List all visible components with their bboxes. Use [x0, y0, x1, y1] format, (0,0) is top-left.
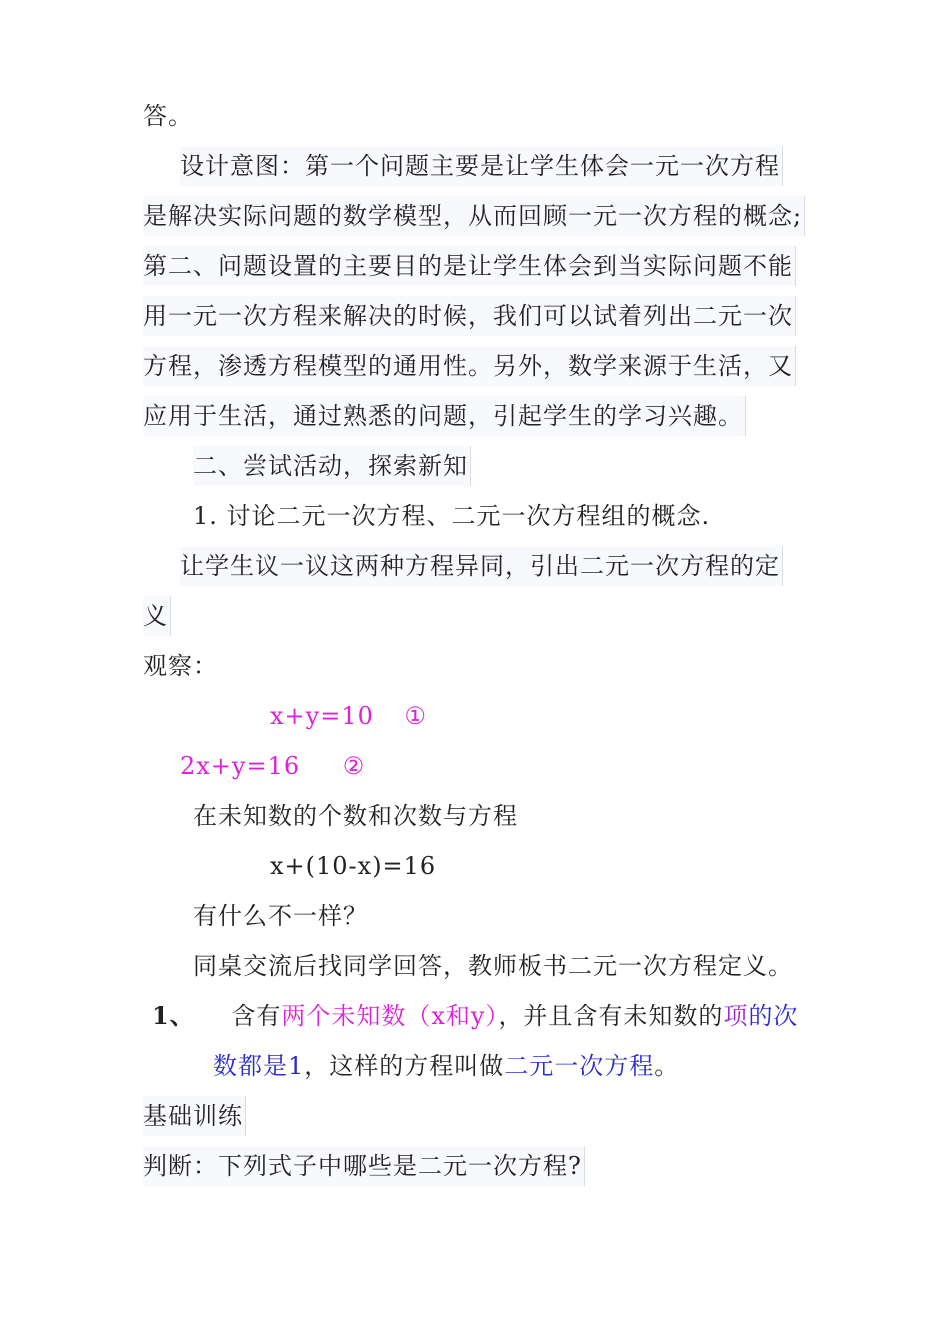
paragraph-line: 有什么不一样？	[193, 902, 368, 930]
observe-label: 观察：	[143, 652, 218, 680]
paragraph-line: 方程，渗透方程模型的通用性。另外，数学来源于生活，又	[143, 346, 796, 386]
question-line: 判断：下列式子中哪些是二元一次方程?	[143, 1146, 585, 1186]
equation-2-text: 2x+y=16	[180, 752, 301, 780]
definition-text: ，并且含有未知数的	[498, 1002, 724, 1030]
definition-line-1	[152, 996, 798, 1036]
definition-term: 二元一次方程	[504, 1052, 655, 1080]
equation-2	[180, 746, 365, 786]
definition-number: 1、	[152, 1001, 195, 1030]
paragraph-line: 让学生议一议这两种方程异同，引出二元一次方程的定	[180, 546, 783, 586]
definition-line-2	[213, 1046, 679, 1086]
definition-text: 含有	[231, 1002, 282, 1030]
design-intent-line: 设计意图：第一个问题主要是让学生体会一元一次方程	[180, 146, 783, 186]
subsection-heading: 1. 讨论二元一次方程、二元一次方程组的概念.	[193, 502, 711, 530]
definition-highlight: 项	[723, 1002, 749, 1030]
definition-highlight: 的次	[748, 1002, 799, 1030]
definition-highlight: 两个未知数（x和y）	[281, 1002, 499, 1030]
paragraph-line: 在未知数的个数和次数与方程	[193, 802, 518, 830]
equation-1-marker: ①	[404, 702, 428, 730]
paragraph-line: 用一元一次方程来解决的时候，我们可以试着列出二元一次	[143, 296, 796, 336]
equation-1-text: x+y=10	[270, 702, 374, 730]
definition-text: ，这样的方程叫做	[304, 1052, 505, 1080]
paragraph-line: 第二、问题设置的主要目的是让学生体会到当实际问题不能	[143, 246, 796, 286]
section-heading: 二、尝试活动，探索新知	[193, 446, 471, 486]
section-heading: 基础训练	[143, 1096, 246, 1136]
paragraph-line: 义	[143, 596, 171, 636]
paragraph-line: 是解决实际问题的数学模型，从而回顾一元一次方程的概念;	[143, 196, 805, 236]
paragraph-line: 答。	[143, 102, 193, 130]
definition-text: 。	[654, 1052, 680, 1080]
equation-3: x+(10-x)=16	[270, 852, 437, 880]
equation-1	[270, 696, 427, 736]
paragraph-line: 同桌交流后找同学回答，教师板书二元一次方程定义。	[193, 952, 793, 980]
paragraph-line: 应用于生活，通过熟悉的问题，引起学生的学习兴趣。	[143, 396, 746, 436]
definition-highlight: 数都是1	[213, 1052, 305, 1080]
equation-2-marker: ②	[342, 752, 366, 780]
